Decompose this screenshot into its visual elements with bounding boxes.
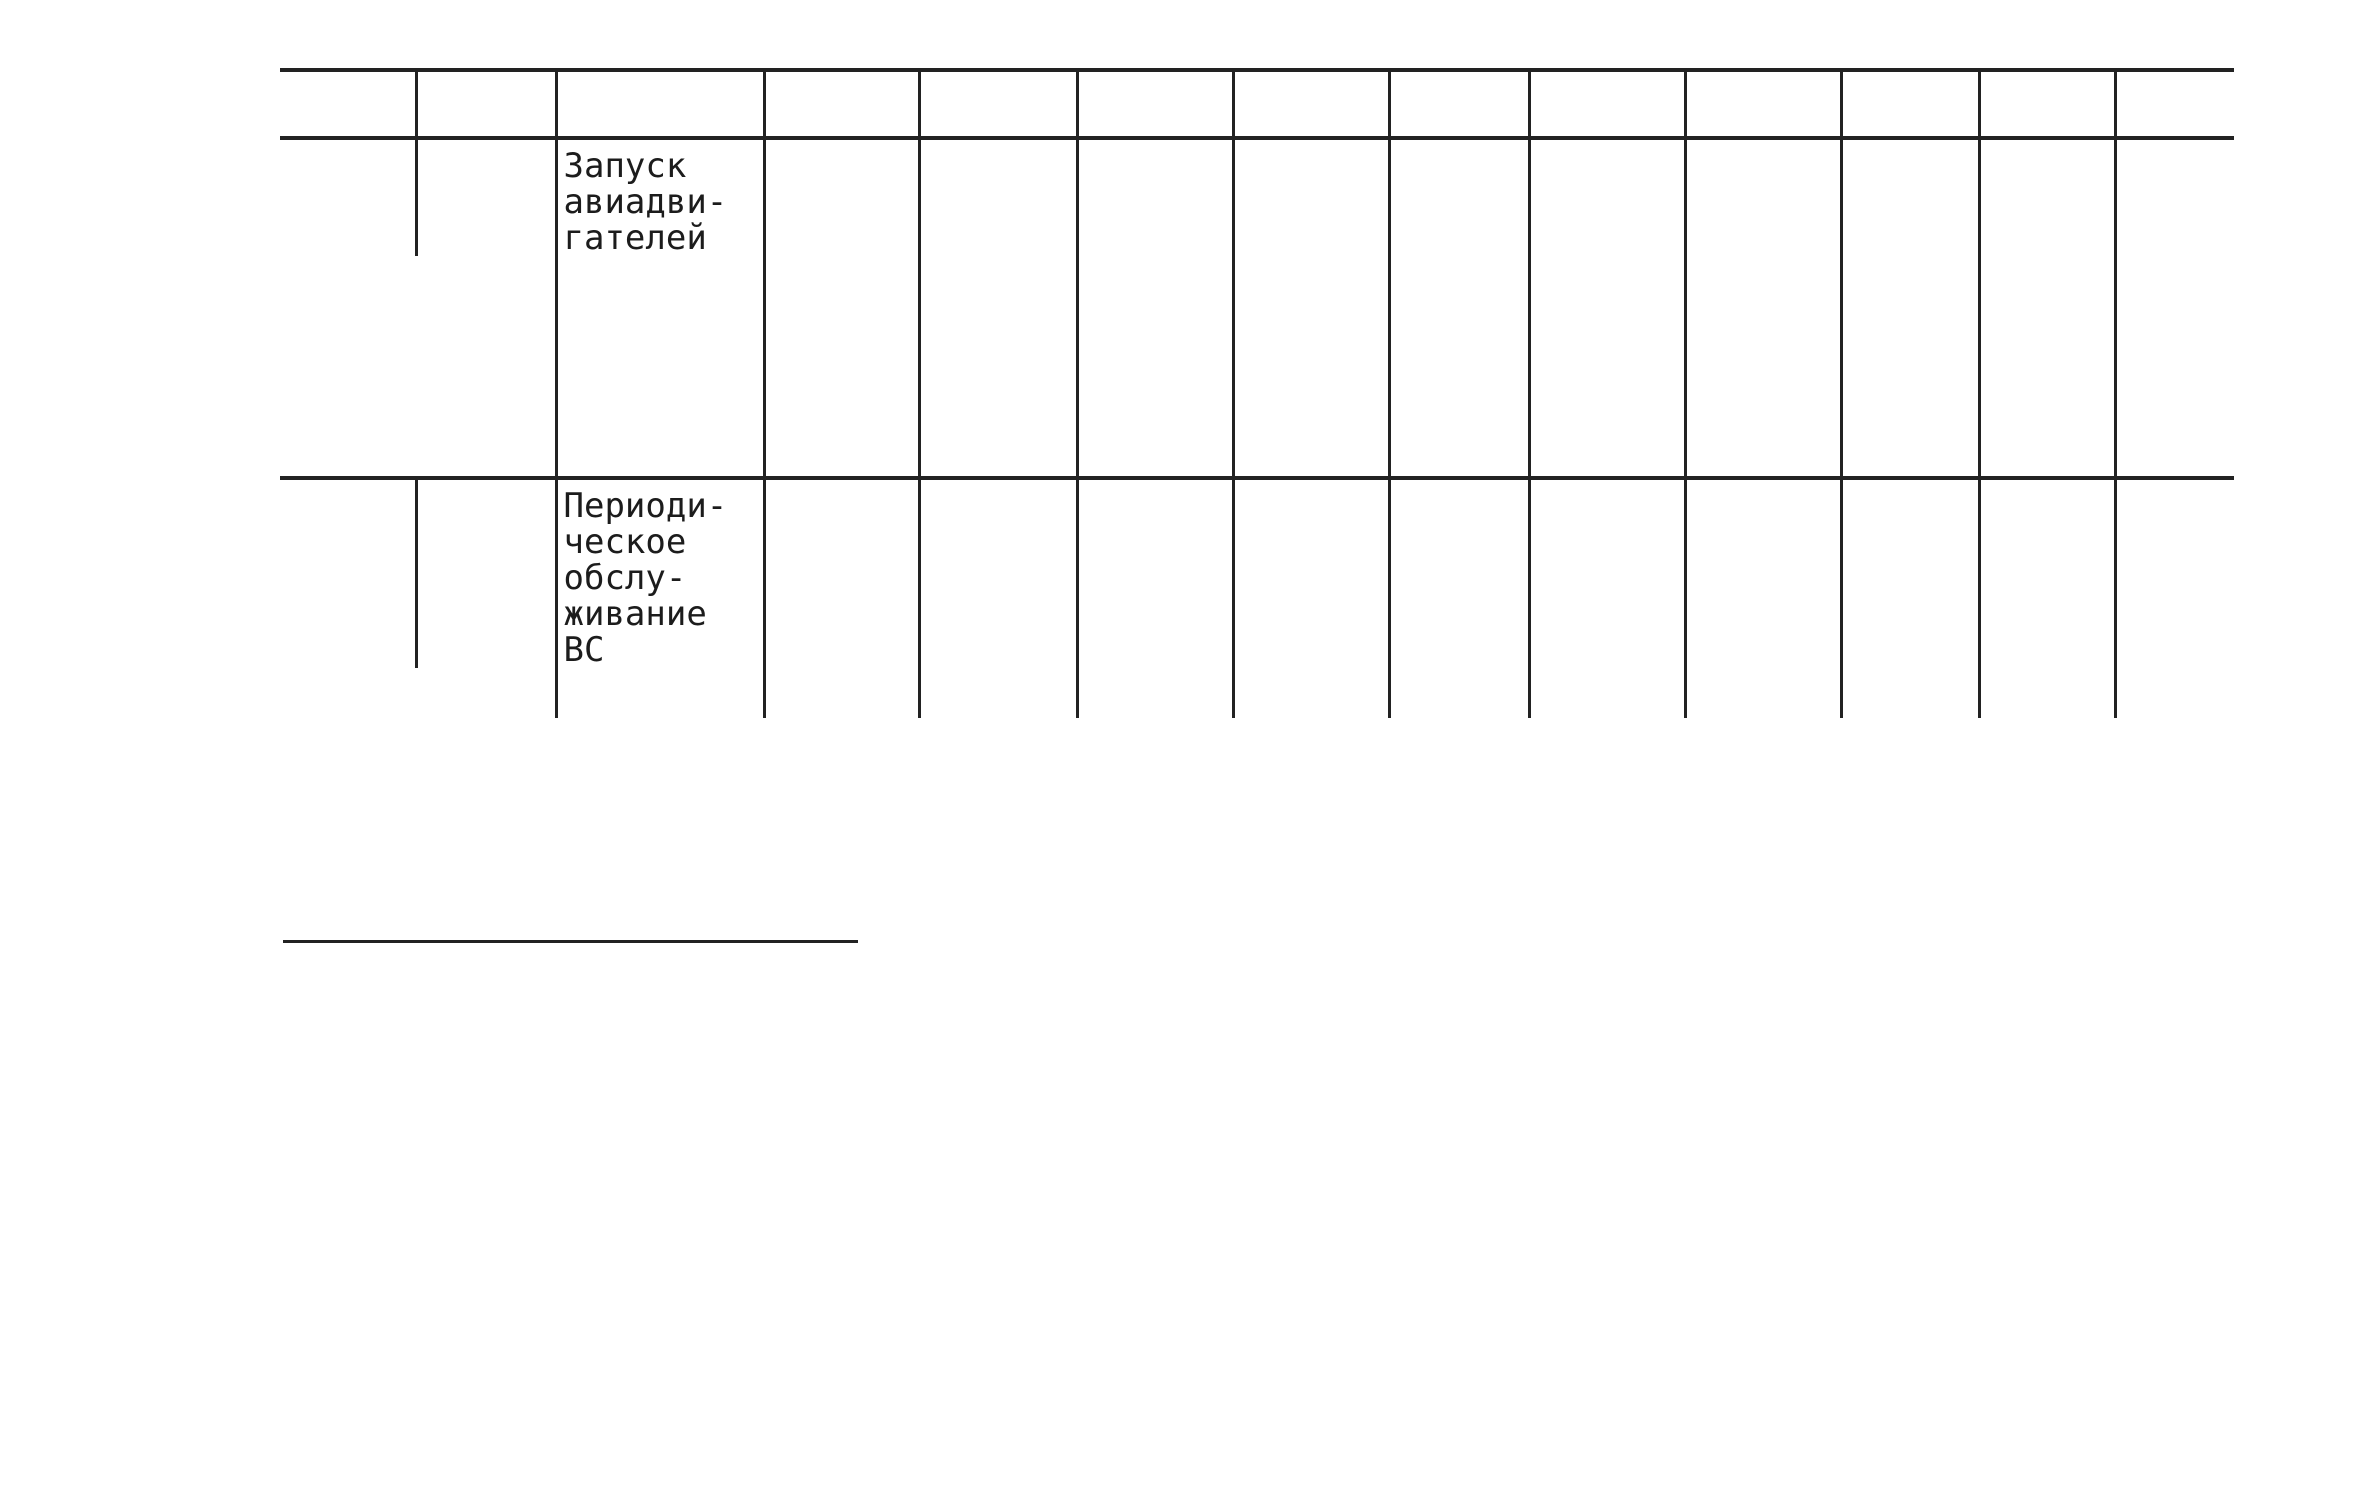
value-cell [764, 256, 919, 450]
operation-line: авиадви- [563, 182, 728, 222]
mode-cell [416, 256, 556, 450]
mode-cell [416, 682, 556, 696]
value-cell [1077, 138, 1233, 256]
operation-line: Запуск [563, 146, 687, 186]
value-cell [1979, 450, 2115, 478]
value-cell [764, 478, 919, 668]
value-cell [1841, 256, 1979, 450]
column-header-4 [764, 70, 919, 138]
data-table [280, 68, 2234, 718]
value-cell [1077, 682, 1233, 696]
value-cell [919, 696, 1077, 718]
value-cell [2115, 256, 2234, 450]
value-cell [1979, 256, 2115, 450]
row-group-name [280, 478, 416, 718]
value-cell [1685, 256, 1841, 450]
operation-cell [556, 450, 764, 478]
footnote-1 [300, 958, 310, 998]
value-cell [1077, 478, 1233, 668]
value-cell [1529, 450, 1685, 478]
footnote-3 [300, 1082, 310, 1122]
value-cell [1529, 138, 1685, 256]
operation-cell [556, 138, 764, 256]
mode-cell [416, 696, 556, 718]
value-cell [1529, 256, 1685, 450]
column-header-11 [1841, 70, 1979, 138]
value-cell [1389, 256, 1529, 450]
operation-cell [556, 696, 764, 718]
table-row [280, 256, 2234, 450]
column-header-7 [1233, 70, 1389, 138]
value-cell [1389, 138, 1529, 256]
operation-line: Периоди- [563, 486, 728, 526]
value-cell [764, 450, 919, 478]
value-cell [764, 696, 919, 718]
value-cell [2115, 696, 2234, 718]
value-cell [1841, 478, 1979, 668]
value-cell [1529, 696, 1685, 718]
value-cell [1841, 682, 1979, 696]
mode-cell [416, 450, 556, 478]
value-cell [764, 138, 919, 256]
value-cell [2115, 478, 2234, 668]
value-cell [1979, 696, 2115, 718]
operation-line: ческое [563, 522, 687, 562]
value-cell [1233, 138, 1389, 256]
value-cell [919, 668, 1077, 682]
value-cell [1077, 668, 1233, 682]
value-cell [1233, 450, 1389, 478]
row-group-name [280, 138, 416, 478]
operation-line: гателей [563, 218, 707, 258]
value-cell [1979, 682, 2115, 696]
value-cell [1233, 682, 1389, 696]
value-cell [919, 138, 1077, 256]
value-cell [1233, 256, 1389, 450]
table-row [280, 668, 2234, 682]
value-cell [2115, 682, 2234, 696]
column-header-9 [1529, 70, 1685, 138]
column-header-8 [1389, 70, 1529, 138]
value-cell [1233, 668, 1389, 682]
value-cell [919, 478, 1077, 668]
value-cell [2115, 138, 2234, 256]
value-cell [1685, 478, 1841, 668]
value-cell [2115, 450, 2234, 478]
column-header-13 [2115, 70, 2234, 138]
column-header-3 [556, 70, 764, 138]
value-cell [919, 682, 1077, 696]
column-header-5 [919, 70, 1077, 138]
value-cell [1979, 138, 2115, 256]
operation-cell [556, 682, 764, 696]
mode-cell [416, 668, 556, 682]
value-cell [919, 256, 1077, 450]
value-cell [1233, 696, 1389, 718]
value-cell [1529, 668, 1685, 682]
value-cell [1077, 256, 1233, 450]
column-header-6 [1077, 70, 1233, 138]
value-cell [1685, 668, 1841, 682]
value-cell [1389, 450, 1529, 478]
value-cell [1389, 478, 1529, 668]
value-cell [1685, 138, 1841, 256]
table-row [280, 138, 2234, 256]
value-cell [764, 668, 919, 682]
operation-line: ВС [563, 630, 605, 670]
value-cell [1077, 696, 1233, 718]
table-row [280, 696, 2234, 718]
value-cell [919, 450, 1077, 478]
value-cell [1529, 478, 1685, 668]
value-cell [1077, 450, 1233, 478]
column-header-2 [416, 70, 556, 138]
operation-line: обслу- [563, 558, 687, 598]
value-cell [1685, 696, 1841, 718]
value-cell [2115, 668, 2234, 682]
value-cell [1389, 682, 1529, 696]
footnote-rule [283, 940, 858, 943]
value-cell [1685, 450, 1841, 478]
value-cell [1529, 682, 1685, 696]
table-row [280, 450, 2234, 478]
column-header-10 [1685, 70, 1841, 138]
operation-cell [556, 668, 764, 682]
value-cell [1979, 478, 2115, 668]
value-cell [1841, 668, 1979, 682]
value-cell [1979, 668, 2115, 682]
operation-line: живание [563, 594, 707, 634]
operation-cell [556, 478, 764, 668]
mode-cell [416, 138, 556, 256]
value-cell [764, 682, 919, 696]
header-row [280, 70, 2234, 138]
value-cell [1389, 668, 1529, 682]
value-cell [1841, 138, 1979, 256]
mode-cell [416, 478, 556, 668]
value-cell [1841, 696, 1979, 718]
footnote-2 [300, 1010, 310, 1050]
table-row [280, 478, 2234, 668]
column-header-1 [280, 70, 416, 138]
value-cell [1389, 696, 1529, 718]
value-cell [1841, 450, 1979, 478]
column-header-12 [1979, 70, 2115, 138]
value-cell [1685, 682, 1841, 696]
table-row [280, 682, 2234, 696]
value-cell [1233, 478, 1389, 668]
operation-cell [556, 256, 764, 450]
